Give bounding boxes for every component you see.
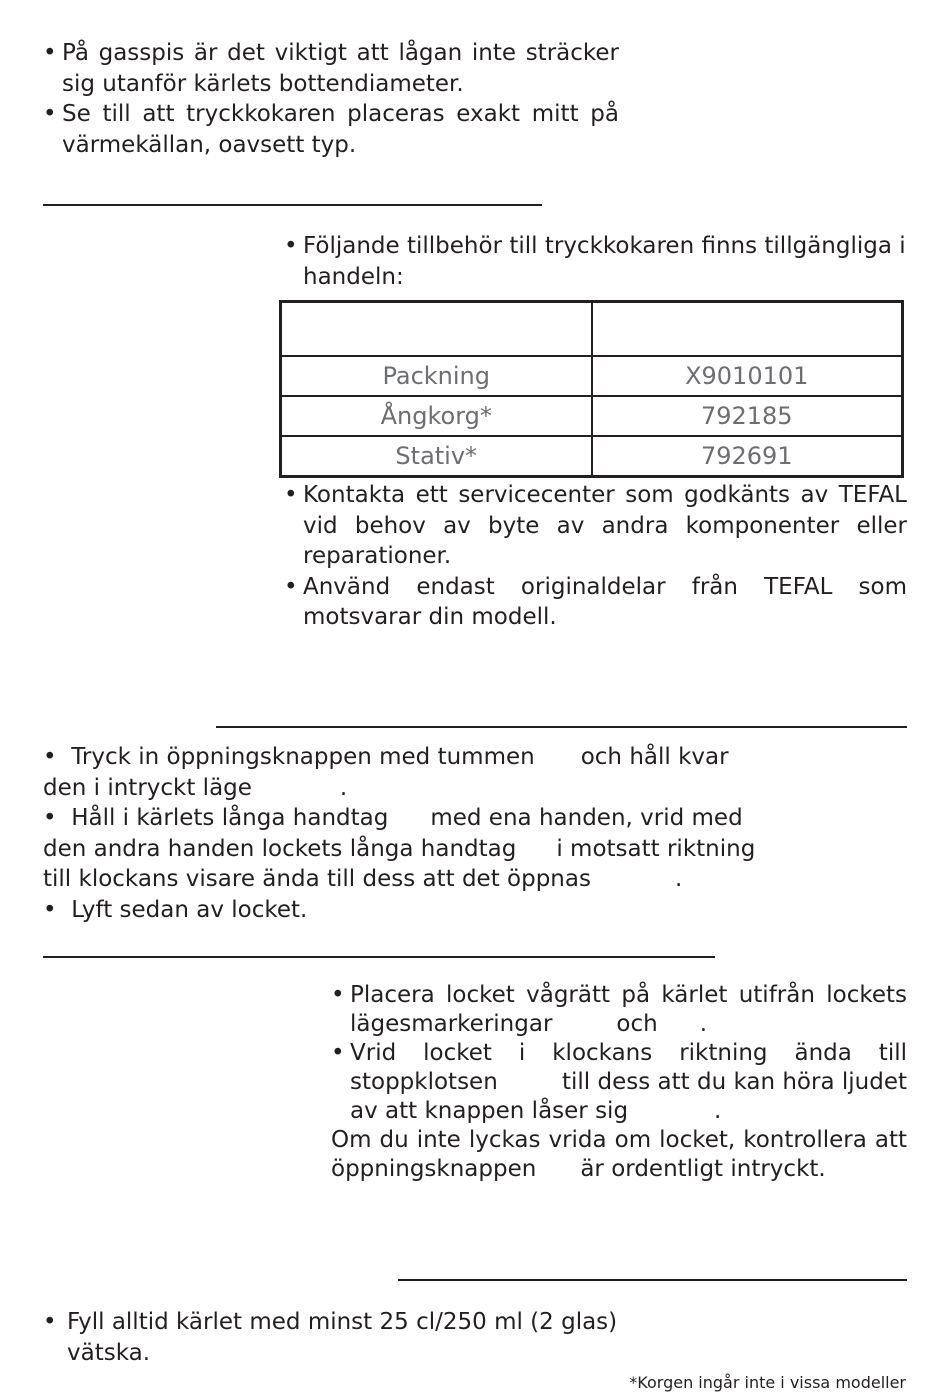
list-item [284, 231, 907, 292]
item-text: Fyll alltid kärlet med minst 25 cl/250 ml (2 glas) vätska. [67, 1309, 618, 1366]
item-text: Se till att tryckkokaren placeras exakt mitt på värmekällan, oavsett typ. [62, 101, 619, 158]
service-instructions [284, 480, 907, 633]
opening-step-1 [43, 742, 729, 773]
closing-note-cont [331, 1155, 907, 1184]
gas-stove-instructions [43, 38, 619, 160]
list-item [43, 38, 619, 99]
closing-step-1 [331, 981, 907, 1039]
table-cell-part: Ångkorg* [281, 396, 592, 436]
step-text: med ena handen, vrid med [430, 805, 743, 831]
closing-note: Om du inte lyckas vrida om locket, kontrollera att [331, 1127, 907, 1153]
step-line [350, 1097, 907, 1126]
step-text: till dess att du kan höra ljudet [562, 1069, 907, 1095]
opening-instructions [43, 742, 756, 925]
step-text: den i intryckt läge [43, 774, 252, 801]
step-text: och [616, 1011, 658, 1037]
table-cell-ref: X9010101 [592, 356, 903, 396]
bullet: • [43, 896, 57, 923]
list-item [43, 1307, 633, 1368]
item-text: På gasspis är det viktigt att lågan inte sträcker sig utanför kärlets bottendiameter. [62, 40, 619, 97]
bullet: • [43, 40, 57, 66]
table-header-cell [592, 302, 903, 357]
section-divider [43, 204, 542, 206]
opening-step-3 [43, 895, 723, 926]
step-text: Håll i kärlets långa handtag [71, 805, 389, 831]
step-text: den andra handen lockets långa handtag [43, 835, 517, 862]
step-text: . [714, 1098, 722, 1124]
list-item [43, 99, 619, 160]
bullet: • [331, 1040, 345, 1066]
item-text: Följande tillbehör till tryckkokaren finns tillgängliga i handeln: [303, 233, 906, 290]
closing-instructions [331, 981, 907, 1184]
opening-step-2-cont [43, 864, 723, 895]
closing-step-2 [331, 1039, 907, 1126]
step-line [350, 1068, 907, 1097]
list-item [284, 572, 907, 633]
step-text: i motsatt riktning [556, 835, 756, 862]
opening-step-2-cont [43, 834, 756, 865]
step-text: och håll kvar [580, 744, 729, 770]
footnote: *Korgen ingår inte i vissa modeller [629, 1373, 906, 1392]
step-text: till klockans visare ända till dess att det öppnas [43, 866, 591, 892]
step-text: . [674, 866, 683, 892]
table-cell-part: Packning [281, 356, 592, 396]
opening-step-2 [43, 803, 743, 834]
step-text: Lyft sedan av locket. [71, 896, 308, 923]
step-text: Placera locket vågrätt på kärlet utifrån lockets [350, 982, 907, 1008]
step-text: . [699, 1011, 708, 1037]
bullet: • [284, 573, 298, 600]
step-line [350, 1010, 907, 1039]
table-cell-ref: 792691 [592, 436, 903, 477]
note-text: är ordentligt intryckt. [580, 1156, 826, 1182]
table-row [281, 436, 903, 477]
step-text: Tryck in öppningsknappen med tummen [71, 744, 535, 770]
table-header-row [281, 302, 903, 357]
filling-instructions [43, 1307, 633, 1368]
step-text: stoppklotsen [350, 1069, 498, 1095]
accessories-table [279, 300, 904, 478]
item-text: Använd endast originaldelar från TEFAL som motsvarar din modell. [303, 573, 907, 630]
bullet: • [331, 982, 345, 1008]
opening-step-1-cont [43, 773, 723, 804]
item-text: Kontakta ett servicecenter som godkänts av TEFAL vid behov av byte av andra komponenter eller reparationer. [303, 482, 907, 569]
bullet: • [43, 744, 57, 770]
note-text: öppningsknappen [331, 1156, 537, 1182]
bullet: • [284, 233, 298, 259]
section-divider [43, 956, 715, 958]
step-text: lägesmarkeringar [350, 1011, 553, 1037]
section-divider [398, 1279, 907, 1281]
table-cell-part: Stativ* [281, 436, 592, 477]
table-row [281, 396, 903, 436]
bullet: • [284, 482, 298, 508]
table-row [281, 356, 903, 396]
bullet: • [43, 805, 57, 831]
bullet: • [43, 1309, 57, 1335]
bullet: • [43, 101, 57, 127]
step-text: Vrid locket i klockans riktning ända till [350, 1040, 907, 1066]
accessories-intro [284, 231, 907, 292]
table-header-cell [281, 302, 592, 357]
step-text: av att knappen låser sig [350, 1098, 629, 1124]
section-divider [216, 726, 907, 728]
step-text: . [339, 774, 348, 801]
list-item [284, 480, 907, 572]
table-cell-ref: 792185 [592, 396, 903, 436]
